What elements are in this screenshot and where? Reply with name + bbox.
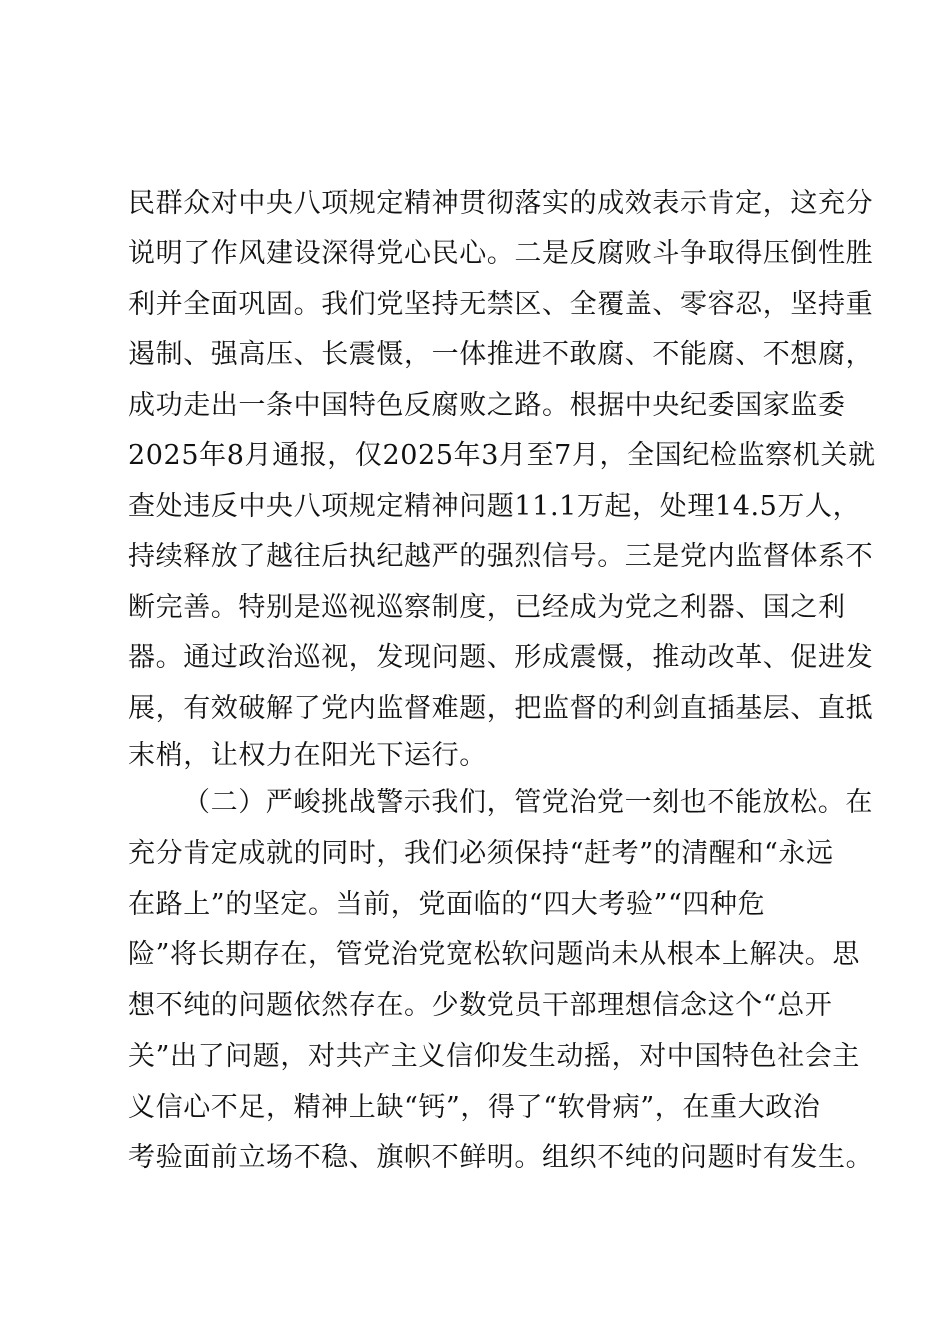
text-line-8: 持续释放了越往后执纪越严的强烈信号。三是党内监督体系不	[128, 541, 874, 572]
section-heading-2: （二）严峻挑战警示我们，管党治党一刻也不能放松。在	[183, 787, 873, 818]
text-line-15: 在路上”的坚定。当前，党面临的“四大考验”“四种危	[128, 889, 766, 920]
text-line-6: 2025年8月通报，仅2025年3月至7月，全国纪检监察机关就	[128, 440, 876, 471]
text-line-11: 展，有效破解了党内监督难题，把监督的利剑直插基层、直抵	[128, 693, 874, 724]
text-line-12: 末梢，让权力在阳光下运行。	[128, 740, 487, 771]
text-line-3: 利并全面巩固。我们党坚持无禁区、全覆盖、零容忍，坚持重	[128, 289, 874, 320]
text-line-18: 关”出了问题，对共产主义信仰发生动摇，对中国特色社会主	[128, 1041, 861, 1072]
text-line-19: 义信心不足，精神上缺“钙”，得了“软骨病”，在重大政治	[128, 1092, 821, 1123]
text-line-17: 想不纯的问题依然存在。少数党员干部理想信念这个“总开	[128, 990, 833, 1021]
text-line-1: 民群众对中央八项规定精神贯彻落实的成效表示肯定，这充分	[128, 188, 874, 219]
text-line-2: 说明了作风建设深得党心民心。二是反腐败斗争取得压倒性胜	[128, 238, 874, 269]
text-line-14: 充分肯定成就的同时，我们必须保持“赶考”的清醒和“永远	[128, 838, 834, 869]
text-line-20: 考验面前立场不稳、旗帜不鲜明。组织不纯的问题时有发生。	[128, 1142, 874, 1173]
text-line-5: 成功走出一条中国特色反腐败之路。根据中央纪委国家监委	[128, 390, 846, 421]
text-line-9: 断完善。特别是巡视巡察制度，已经成为党之利器、国之利	[128, 592, 846, 623]
text-line-4: 遏制、强高压、长震慑，一体推进不敢腐、不能腐、不想腐，	[128, 339, 874, 370]
text-line-10: 器。通过政治巡视，发现问题、形成震慑，推动改革、促进发	[128, 642, 874, 673]
text-line-7: 查处违反中央八项规定精神问题11.1万起，处理14.5万人，	[128, 491, 861, 522]
text-line-16: 险”将长期存在，管党治党宽松软问题尚未从根本上解决。思	[128, 939, 861, 970]
